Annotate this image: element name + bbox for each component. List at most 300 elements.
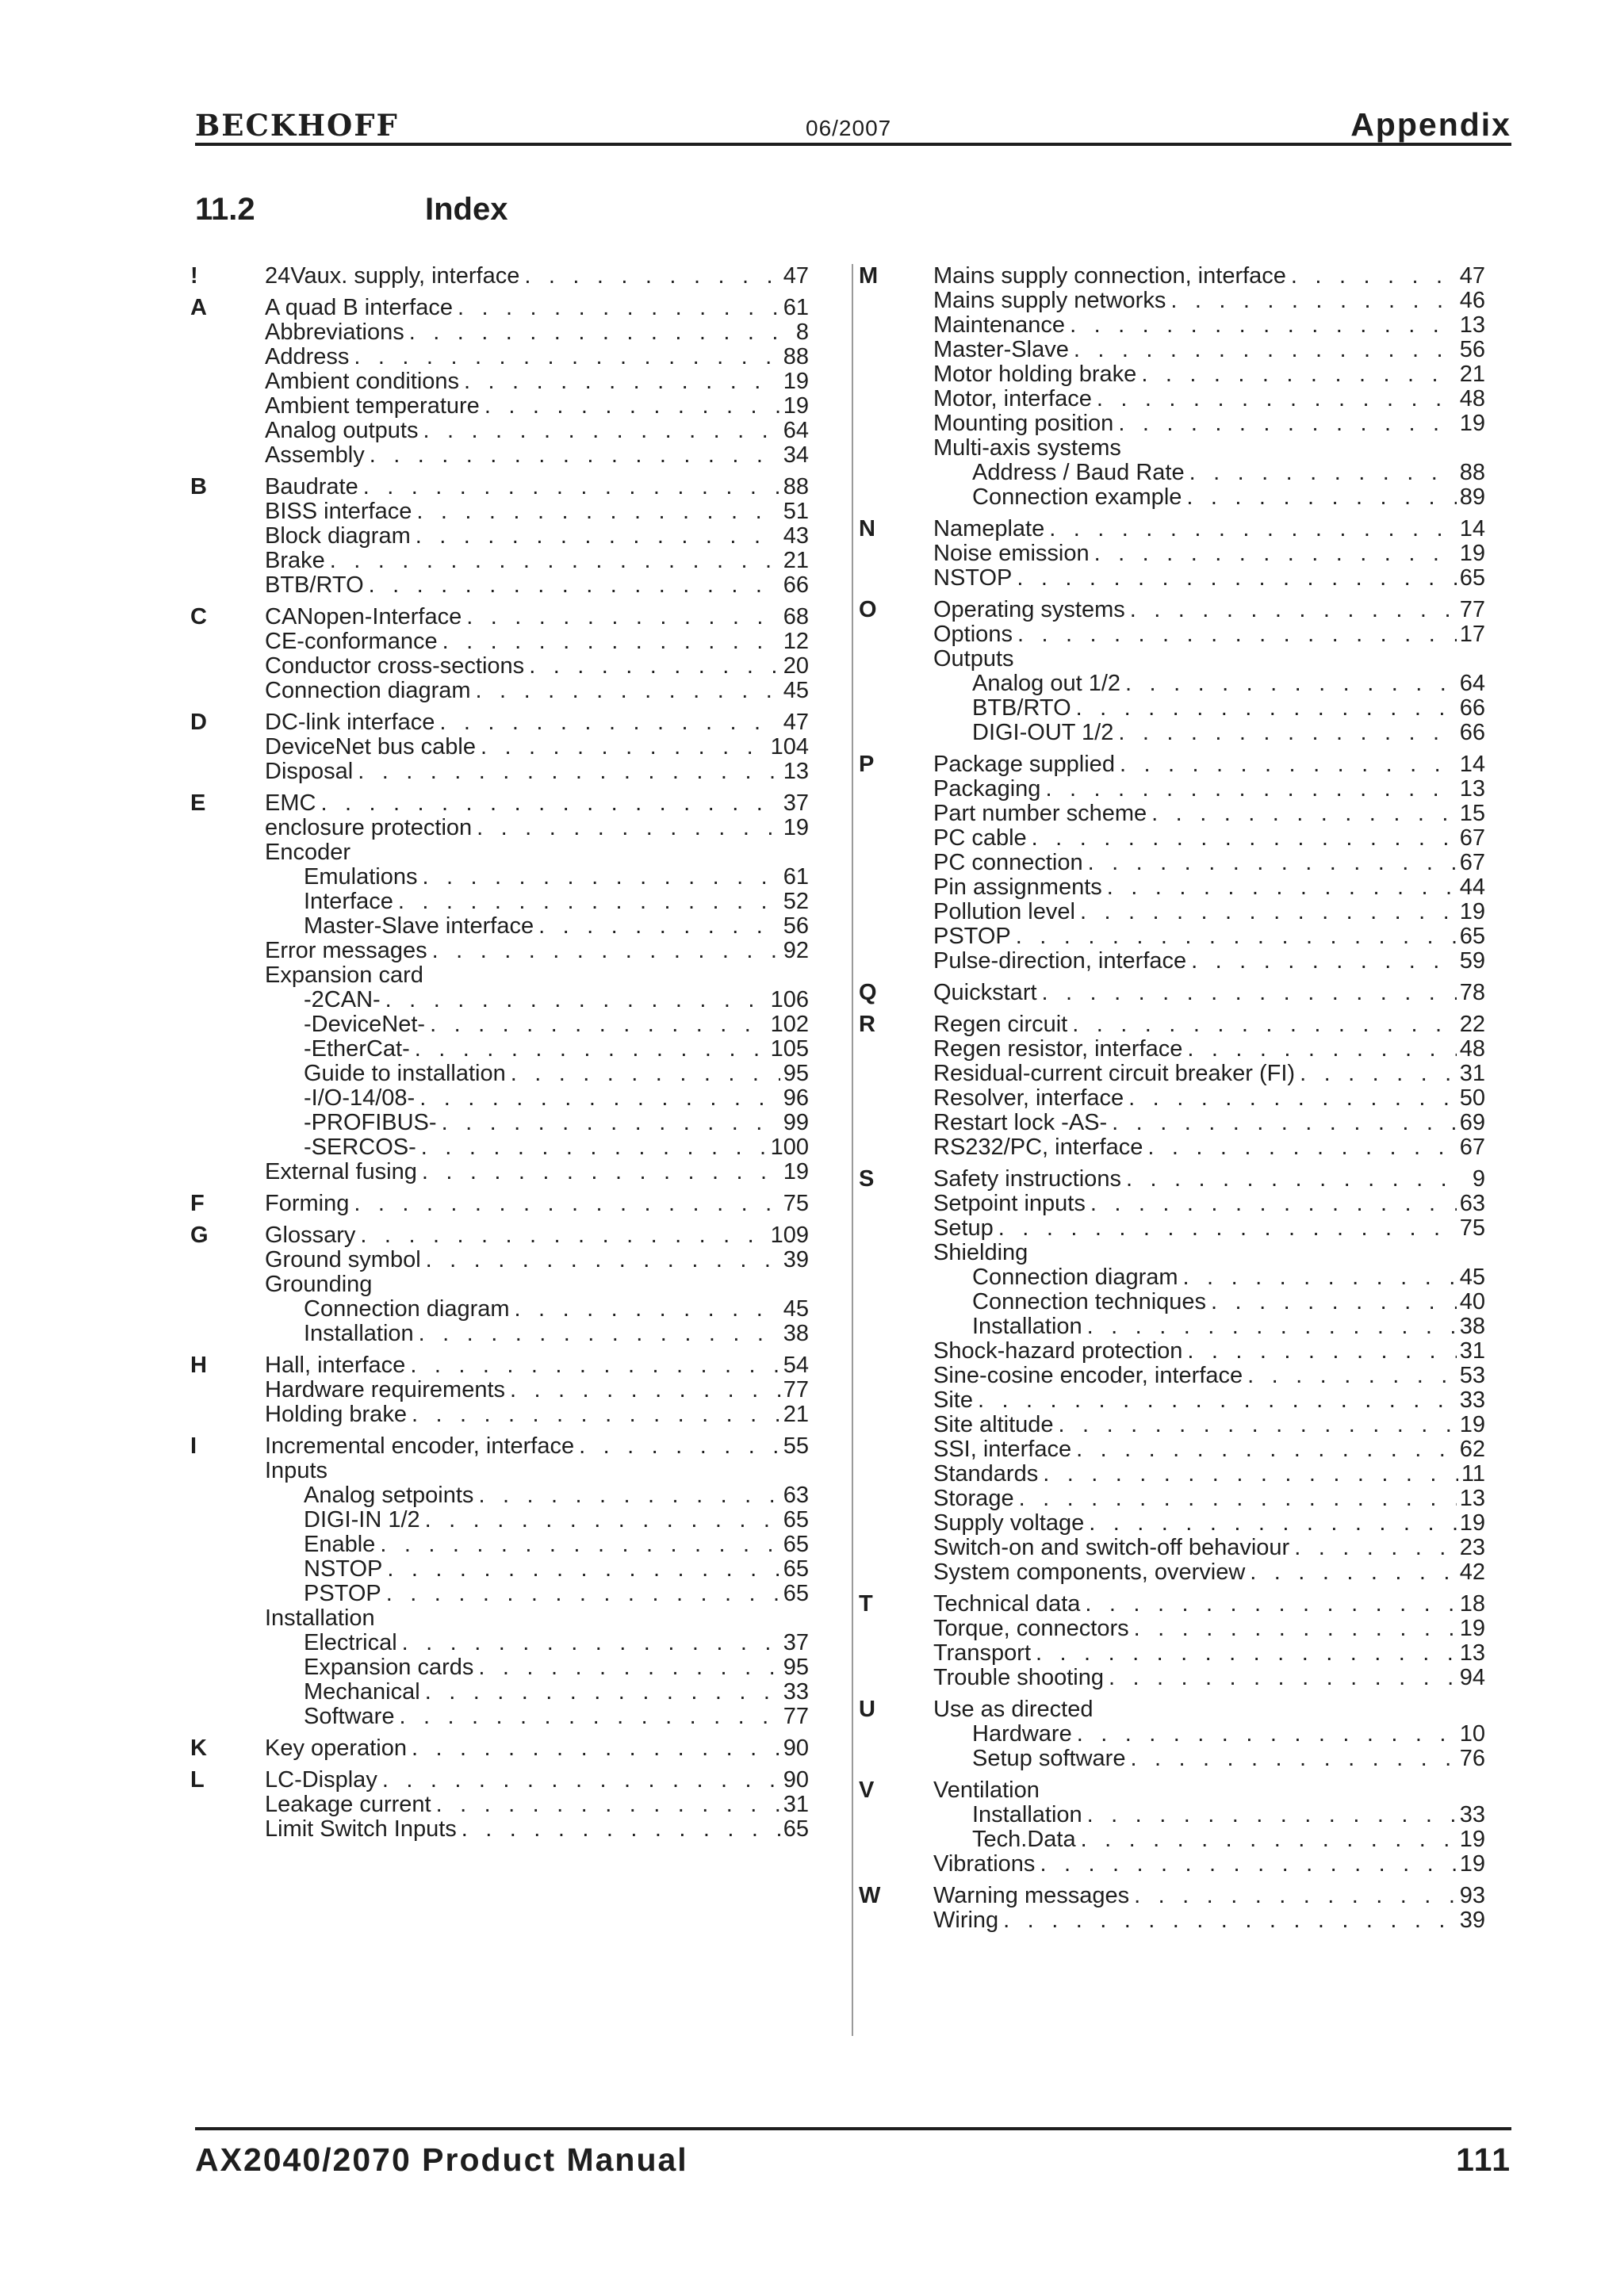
index-entry <box>265 419 809 443</box>
index-term: Multi-axis systems <box>933 435 1121 461</box>
dot-leader <box>1090 541 1457 566</box>
index-letter: L <box>190 1767 205 1793</box>
index-page-ref: 34 <box>783 442 809 468</box>
index-page-ref: 11 <box>1461 1461 1485 1487</box>
index-term: Quickstart <box>933 980 1037 1005</box>
index-page-ref: 61 <box>783 864 809 890</box>
index-page-ref: 19 <box>1459 411 1485 436</box>
index-page-ref: 47 <box>1459 263 1485 289</box>
index-page-ref: 62 <box>1459 1437 1485 1462</box>
dot-leader <box>410 1037 768 1062</box>
index-page-ref: 45 <box>783 678 809 703</box>
index-page-ref: 33 <box>1459 1387 1485 1413</box>
index-term: Motor, interface <box>933 386 1092 411</box>
index-term: Encoder <box>265 840 351 865</box>
index-page-ref: 89 <box>1459 484 1485 510</box>
index-term: Inputs <box>265 1458 327 1483</box>
dot-leader <box>1080 1592 1456 1617</box>
dot-leader <box>382 1557 779 1582</box>
index-term: Enable <box>304 1532 376 1557</box>
dot-leader <box>418 419 779 443</box>
index-entry <box>265 605 809 629</box>
index-entry <box>933 1778 1485 1803</box>
index-page-ref: 105 <box>770 1036 809 1062</box>
index-term: Brake <box>265 548 325 573</box>
index-letter: T <box>859 1591 873 1617</box>
dot-leader <box>421 1248 780 1272</box>
index-term: Supply voltage <box>933 1510 1085 1536</box>
index-entry <box>933 1884 1485 1908</box>
index-page-ref: 75 <box>1459 1215 1485 1241</box>
index-entry <box>265 1160 809 1184</box>
index-term: PSTOP <box>933 924 1011 949</box>
index-entry <box>265 1248 809 1272</box>
index-page-ref: 76 <box>1459 1746 1485 1771</box>
index-term: CE-conformance <box>265 629 438 654</box>
index-entry <box>265 1135 809 1160</box>
dot-leader <box>510 1297 780 1322</box>
index-entry <box>933 924 1485 949</box>
index-page-ref: 88 <box>783 474 809 499</box>
index-term: Technical data <box>933 1591 1081 1617</box>
index-page-ref: 13 <box>1459 1486 1485 1511</box>
index-page-ref: 33 <box>1459 1802 1485 1827</box>
dot-leader <box>973 1388 1457 1413</box>
index-entry <box>265 914 809 939</box>
dot-leader <box>534 914 780 939</box>
index-page-ref: 95 <box>783 1061 809 1086</box>
index-entry <box>265 1402 809 1427</box>
dot-leader <box>1121 1167 1463 1192</box>
dot-leader <box>1083 851 1457 875</box>
index-term: Trouble shooting <box>933 1665 1104 1690</box>
index-term: enclosure protection <box>265 815 473 840</box>
dot-leader <box>1071 1437 1457 1462</box>
index-term: Pulse-direction, interface <box>933 948 1187 974</box>
index-entry <box>933 1437 1485 1462</box>
index-page-ref: 52 <box>783 889 809 914</box>
dot-leader <box>1065 313 1457 338</box>
index-term: BISS interface <box>265 499 412 524</box>
dot-leader <box>1245 1560 1456 1585</box>
index-term: 24Vaux. supply, interface <box>265 263 520 289</box>
index-entry <box>265 1297 809 1322</box>
index-group <box>190 1768 809 1842</box>
dot-leader <box>404 320 787 345</box>
index-term: -EtherCat- <box>304 1036 410 1062</box>
index-entry <box>265 1272 809 1297</box>
dot-leader <box>998 1908 1457 1933</box>
dot-leader <box>1185 461 1457 485</box>
index-letter: V <box>859 1777 875 1803</box>
dot-leader <box>1027 826 1457 851</box>
dot-leader <box>574 1434 780 1459</box>
index-letter: C <box>190 604 207 629</box>
index-term: External fusing <box>265 1159 417 1184</box>
dot-leader <box>1054 1413 1457 1437</box>
index-entry <box>265 1793 809 1817</box>
index-entry <box>265 345 809 369</box>
dot-leader <box>420 1508 780 1533</box>
index-page-ref: 102 <box>770 1012 809 1037</box>
index-term: SSI, interface <box>933 1437 1072 1462</box>
index-term: CANopen-Interface <box>265 604 462 629</box>
dot-leader <box>1182 485 1456 510</box>
index-entry <box>265 1111 809 1135</box>
index-group <box>859 752 1485 974</box>
index-term: Site <box>933 1387 973 1413</box>
index-letter: O <box>859 597 877 622</box>
index-term: Ground symbol <box>265 1247 421 1272</box>
index-term: Installation <box>265 1605 375 1631</box>
beckhoff-logo: BECKHOFF <box>195 108 399 143</box>
index-term: NSTOP <box>304 1556 383 1582</box>
index-term: Emulations <box>304 864 418 890</box>
index-letter: P <box>859 752 875 777</box>
index-group <box>190 475 809 598</box>
index-entry <box>933 387 1485 411</box>
index-entry <box>933 313 1485 338</box>
index-group <box>190 264 809 289</box>
index-entry <box>265 1434 809 1459</box>
index-page-ref: 104 <box>770 734 809 760</box>
index-entry <box>933 485 1485 510</box>
index-page-ref: 65 <box>783 1556 809 1582</box>
index-term: Address / Baud Rate <box>972 460 1185 485</box>
index-entry <box>265 791 809 816</box>
index-page-ref: 90 <box>783 1767 809 1793</box>
index-page-ref: 48 <box>1459 386 1485 411</box>
index-page-ref: 100 <box>770 1135 809 1160</box>
index-entry <box>265 1680 809 1705</box>
index-entry <box>933 752 1485 777</box>
index-term: Use as directed <box>933 1697 1094 1722</box>
index-page-ref: 39 <box>783 1247 809 1272</box>
index-letter: B <box>190 474 207 499</box>
index-group <box>859 1167 1485 1585</box>
index-term: BTB/RTO <box>265 572 364 598</box>
dot-leader <box>1084 1511 1456 1536</box>
index-entry <box>265 1582 809 1606</box>
index-term: Key operation <box>265 1735 407 1761</box>
dot-leader <box>1076 1827 1457 1852</box>
dot-leader <box>519 264 779 289</box>
dot-leader <box>1082 1314 1457 1339</box>
index-term: Tech.Data <box>972 1827 1076 1852</box>
index-term: Glossary <box>265 1223 356 1248</box>
index-page-ref: 37 <box>783 790 809 816</box>
index-page-ref: 19 <box>1459 1616 1485 1641</box>
dot-leader <box>325 549 780 573</box>
index-term: Incremental encoder, interface <box>265 1433 575 1459</box>
index-term: Resolver, interface <box>933 1085 1124 1111</box>
index-entry <box>933 541 1485 566</box>
index-group <box>859 264 1485 510</box>
dot-leader <box>435 710 779 735</box>
index-term: LC-Display <box>265 1767 377 1793</box>
index-group <box>859 1592 1485 1690</box>
index-page-ref: 21 <box>1459 362 1485 387</box>
section-number: 11.2 <box>195 192 255 227</box>
index-entry <box>265 1483 809 1508</box>
index-entry <box>933 1617 1485 1641</box>
index-term: Mounting position <box>933 411 1114 436</box>
dot-leader <box>377 1768 780 1793</box>
index-term: -PROFIBUS- <box>304 1110 437 1135</box>
dot-leader <box>505 1378 780 1402</box>
index-page-ref: 67 <box>1459 1135 1485 1160</box>
dot-leader <box>1035 1852 1456 1877</box>
index-entry <box>265 1736 809 1761</box>
index-term: Baudrate <box>265 474 358 499</box>
dot-leader <box>425 1012 768 1037</box>
dot-leader <box>1107 1111 1457 1135</box>
dot-leader <box>1136 362 1456 387</box>
dot-leader <box>1206 1290 1457 1314</box>
index-entry <box>265 1631 809 1655</box>
dot-leader <box>1072 1722 1457 1747</box>
index-page-ref: 21 <box>783 1402 809 1427</box>
index-term: PC connection <box>933 850 1083 875</box>
index-term: Address <box>265 344 350 369</box>
index-term: Software <box>304 1704 395 1729</box>
index-term: Setpoint inputs <box>933 1191 1086 1216</box>
index-entry <box>933 826 1485 851</box>
index-term: -2CAN- <box>304 987 381 1012</box>
index-term: Options <box>933 622 1013 647</box>
dot-leader <box>358 475 780 499</box>
header-section: Appendix <box>1350 106 1511 143</box>
index-term: DIGI-OUT 1/2 <box>972 720 1114 745</box>
index-page-ref: 38 <box>783 1321 809 1346</box>
index-entry <box>933 1086 1485 1111</box>
index-term: Warning messages <box>933 1883 1130 1908</box>
index-page-ref: 50 <box>1459 1085 1485 1111</box>
index-term: Regen circuit <box>933 1012 1068 1037</box>
dot-leader <box>476 735 768 760</box>
index-term: Master-Slave <box>933 337 1069 362</box>
dot-leader <box>414 1322 780 1346</box>
footer-title: AX2040/2070 Product Manual <box>195 2141 688 2178</box>
dot-leader <box>1124 1086 1457 1111</box>
index-letter: A <box>190 295 207 320</box>
index-term: Package supplied <box>933 752 1115 777</box>
index-entry <box>933 1339 1485 1364</box>
index-term: PC cable <box>933 825 1027 851</box>
index-entry <box>933 622 1485 647</box>
dot-leader <box>1082 1803 1457 1827</box>
index-letter: K <box>190 1735 207 1761</box>
index-term: Shielding <box>933 1240 1028 1265</box>
index-entry <box>265 1705 809 1729</box>
index-term: Hardware <box>972 1721 1072 1747</box>
index-entry <box>933 900 1485 924</box>
index-page-ref: 95 <box>783 1655 809 1680</box>
dot-leader <box>431 1793 780 1817</box>
index-page-ref: 65 <box>783 1507 809 1533</box>
index-term: Ambient conditions <box>265 369 460 394</box>
index-term: Limit Switch Inputs <box>265 1816 457 1842</box>
dot-leader <box>407 1736 780 1761</box>
dot-leader <box>1013 622 1457 647</box>
index-page-ref: 64 <box>783 418 809 443</box>
index-page-ref: 59 <box>1459 948 1485 974</box>
dot-leader <box>471 679 780 703</box>
index-page-ref: 33 <box>783 1679 809 1705</box>
index-page-ref: 47 <box>783 710 809 735</box>
index-page-ref: 69 <box>1459 1110 1485 1135</box>
index-term: Residual-current circuit breaker (FI) <box>933 1061 1296 1086</box>
index-term: Conductor cross-sections <box>265 653 525 679</box>
index-page-ref: 106 <box>770 987 809 1012</box>
index-page-ref: 19 <box>783 369 809 394</box>
index-page-ref: 93 <box>1459 1883 1485 1908</box>
index-page-ref: 64 <box>1459 671 1485 696</box>
index-page-ref: 55 <box>783 1433 809 1459</box>
index-page-ref: 42 <box>1459 1559 1485 1585</box>
index-page-ref: 48 <box>1459 1036 1485 1062</box>
index-page-ref: 19 <box>783 1159 809 1184</box>
dot-leader <box>381 1582 780 1606</box>
index-term: Noise emission <box>933 541 1090 566</box>
dot-leader <box>1092 387 1457 411</box>
index-entry <box>933 338 1485 362</box>
index-term: System components, overview <box>933 1559 1246 1585</box>
index-page-ref: 46 <box>1459 288 1485 313</box>
index-page-ref: 77 <box>1459 597 1485 622</box>
dot-leader <box>453 296 780 320</box>
index-entry <box>933 1314 1485 1339</box>
dot-leader <box>1012 566 1456 591</box>
dot-leader <box>355 1223 767 1248</box>
index-entry <box>933 647 1485 672</box>
dot-leader <box>1243 1364 1457 1388</box>
index-entry <box>265 890 809 914</box>
index-page-ref: 19 <box>783 393 809 419</box>
index-entry <box>265 1192 809 1216</box>
index-term: Connection diagram <box>972 1265 1178 1290</box>
index-page-ref: 8 <box>795 320 809 345</box>
index-entry <box>265 1086 809 1111</box>
dot-leader <box>420 1680 780 1705</box>
index-letter: F <box>190 1191 205 1216</box>
index-page-ref: 13 <box>1459 776 1485 802</box>
dot-leader <box>524 654 780 679</box>
index-entry <box>265 816 809 840</box>
index-page-ref: 9 <box>1472 1166 1485 1192</box>
index-term: Interface <box>304 889 393 914</box>
index-page-ref: 94 <box>1459 1665 1485 1690</box>
index-term: PSTOP <box>304 1581 381 1606</box>
index-term: BTB/RTO <box>972 695 1071 721</box>
index-term: Installation <box>304 1321 414 1346</box>
index-term: Analog setpoints <box>304 1483 474 1508</box>
dot-leader <box>506 1062 780 1086</box>
index-entry <box>933 777 1485 802</box>
index-entry <box>265 1353 809 1378</box>
index-group <box>859 981 1485 1005</box>
index-group <box>859 1697 1485 1771</box>
index-term: Guide to installation <box>304 1061 506 1086</box>
dot-leader <box>316 791 779 816</box>
index-term: DeviceNet bus cable <box>265 734 476 760</box>
index-term: -I/O-14/08- <box>304 1085 416 1111</box>
index-term: Installation <box>972 1314 1082 1339</box>
index-entry <box>265 369 809 394</box>
index-term: Holding brake <box>265 1402 407 1427</box>
index-term: Transport <box>933 1640 1032 1666</box>
index-page-ref: 67 <box>1459 850 1485 875</box>
dot-leader <box>1102 875 1457 900</box>
index-page-ref: 61 <box>783 295 809 320</box>
dot-leader <box>1115 752 1457 777</box>
index-group <box>190 296 809 468</box>
index-entry <box>265 1322 809 1346</box>
index-group <box>190 1736 809 1761</box>
dot-leader <box>381 988 768 1012</box>
index-page-ref: 13 <box>783 759 809 784</box>
index-page-ref: 77 <box>783 1704 809 1729</box>
index-entry <box>933 1413 1485 1437</box>
index-term: Connection diagram <box>304 1296 510 1322</box>
index-entry <box>933 1192 1485 1216</box>
index-entry <box>933 1666 1485 1690</box>
index-entry <box>265 1012 809 1037</box>
index-entry <box>933 461 1485 485</box>
index-page-ref: 92 <box>783 938 809 963</box>
page-number: 111 <box>1456 2141 1511 2178</box>
index-page-ref: 19 <box>1459 541 1485 566</box>
index-entry <box>265 1768 809 1793</box>
dot-leader <box>1186 949 1457 974</box>
index-group <box>859 1884 1485 1933</box>
index-term: Pollution level <box>933 899 1075 924</box>
index-group <box>190 1223 809 1346</box>
dot-leader <box>1147 802 1457 826</box>
dot-leader <box>1014 1487 1457 1511</box>
index-entry <box>265 1508 809 1533</box>
index-entry <box>265 1037 809 1062</box>
index-entry <box>265 1459 809 1483</box>
index-term: Error messages <box>265 938 427 963</box>
index-term: Maintenance <box>933 312 1066 338</box>
index-page-ref: 37 <box>783 1630 809 1655</box>
index-letter: W <box>859 1883 881 1908</box>
dot-leader <box>407 1402 780 1427</box>
index-page-ref: 68 <box>783 604 809 629</box>
dot-leader <box>1086 1192 1457 1216</box>
index-group <box>190 1192 809 1216</box>
dot-leader <box>417 1160 780 1184</box>
index-entry <box>265 320 809 345</box>
index-entry <box>933 1062 1485 1086</box>
index-page-ref: 20 <box>783 653 809 679</box>
index-entry <box>933 1216 1485 1241</box>
index-entry <box>265 394 809 419</box>
index-page-ref: 45 <box>783 1296 809 1322</box>
index-page-ref: 10 <box>1459 1721 1485 1747</box>
index-entry <box>933 721 1485 745</box>
index-term: Ventilation <box>933 1777 1040 1803</box>
index-entry <box>265 443 809 468</box>
index-entry <box>933 696 1485 721</box>
index-letter: U <box>859 1697 875 1722</box>
index-page-ref: 40 <box>1459 1289 1485 1314</box>
dot-leader <box>1286 264 1457 289</box>
dot-leader <box>353 760 780 784</box>
index-page-ref: 22 <box>1459 1012 1485 1037</box>
index-page-ref: 39 <box>1459 1908 1485 1933</box>
